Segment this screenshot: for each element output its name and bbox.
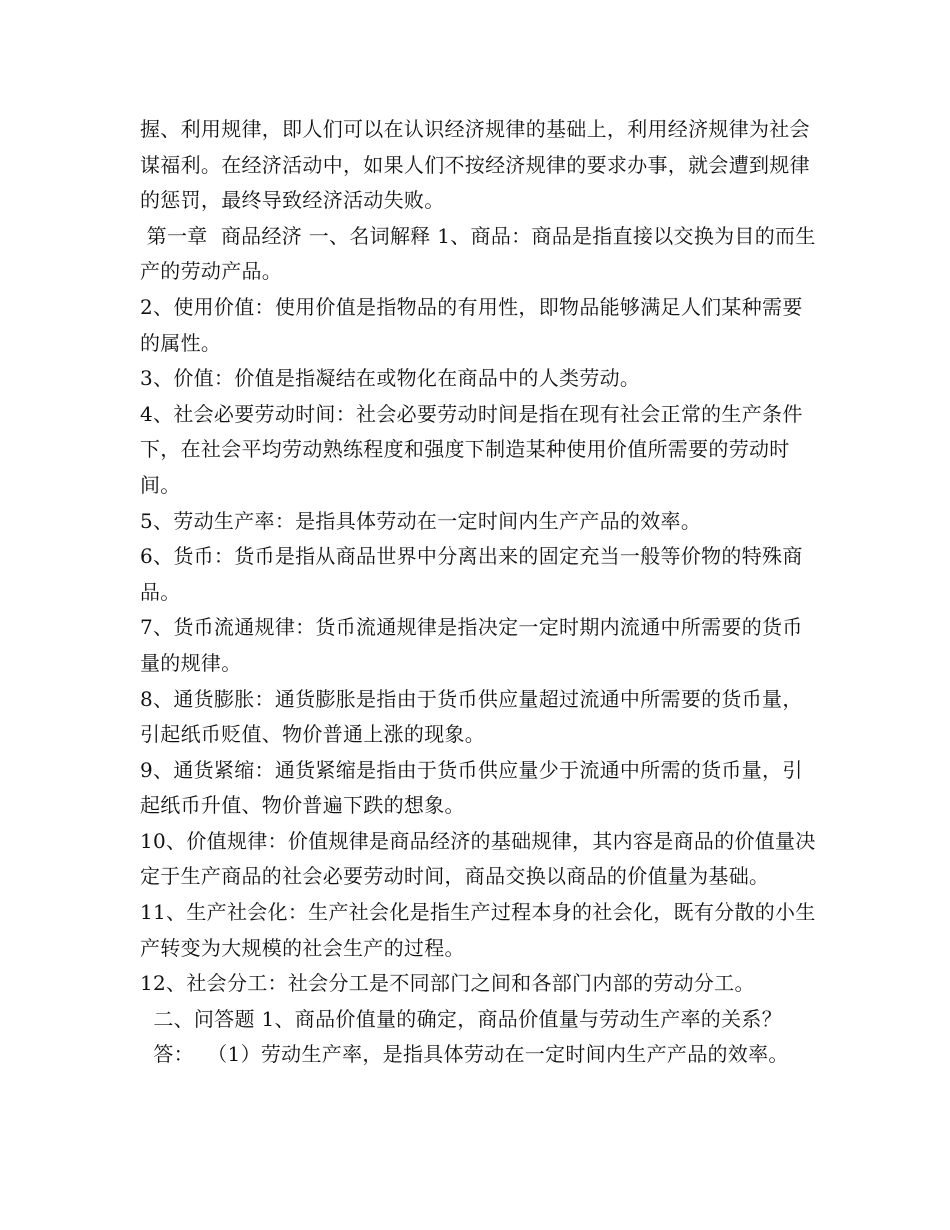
paragraph-labor-productivity: 5、劳动生产率：是指具体劳动在一定时间内生产产品的效率。: [140, 508, 702, 533]
paragraph-socially-necessary-labor-time: 4、社会必要劳动时间：社会必要劳动时间是指在现有社会正常的生产条件下，在社会平均劳动熟练程度和强度下制造某种使用价值所需要的劳动时间。: [140, 401, 803, 497]
paragraph-law-of-value: 10、价值规律：价值规律是商品经济的基础规律，其内容是商品的价值量决定于生产商品的社会必要劳动时间，商品交换以商品的价值量为基础。: [140, 828, 816, 889]
paragraph-value: 3、价值：价值是指凝结在或物化在商品中的人类劳动。: [140, 366, 641, 391]
paragraph-use-value: 2、使用价值：使用价值是指物品的有用性，即物品能够满足人们某种需要的属性。: [140, 294, 803, 355]
paragraph-answer: 答： （1）劳动生产率，是指具体劳动在一定时间内生产产品的效率。: [140, 1042, 789, 1067]
paragraph-question-section: 二、问答题 1、商品价值量的确定，商品价值量与劳动生产率的关系？: [140, 1006, 783, 1031]
document-body: [140, 112, 820, 1073]
paragraph-money: 6、货币：货币是指从商品世界中分离出来的固定充当一般等价物的特殊商品。: [140, 544, 803, 604]
paragraph-deflation: 9、通货紧缩：通货紧缩是指由于货币供应量少于流通中所需的货币量，引起纸币升值、物价普遍下跌的想象。: [140, 757, 803, 818]
paragraph-inflation: 8、通货膨胀：通货膨胀是指由于货币供应量超过流通中所需要的货币量，引起纸币贬值、物价普通上涨的现象。: [140, 686, 803, 747]
paragraph-social-division-of-labor: 12、社会分工：社会分工是不同部门之间和各部门内部的劳动分工。: [140, 971, 755, 996]
paragraph-money-circulation-law: 7、货币流通规律：货币流通规律是指决定一定时期内流通中所需要的货币量的规律。: [140, 615, 803, 675]
paragraph-socialization-of-production: 11、生产社会化：生产社会化是指生产过程本身的社会化，既有分散的小生产转变为大规模的社会生产的过程。: [140, 900, 816, 960]
paragraph-chapter-one-commodity: 第一章 商品经济 一、名词解释 1、商品：商品是指直接以交换为目的而生产的劳动产品。: [140, 223, 816, 284]
paragraph-economic-law-continuation: 握、利用规律，即人们可以在认识经济规律的基础上，利用经济规律为社会谋福利。在经济活动中，如果人们不按经济规律的要求办事，就会遭到规律的惩罚，最终导致经济活动失败。: [140, 117, 810, 213]
